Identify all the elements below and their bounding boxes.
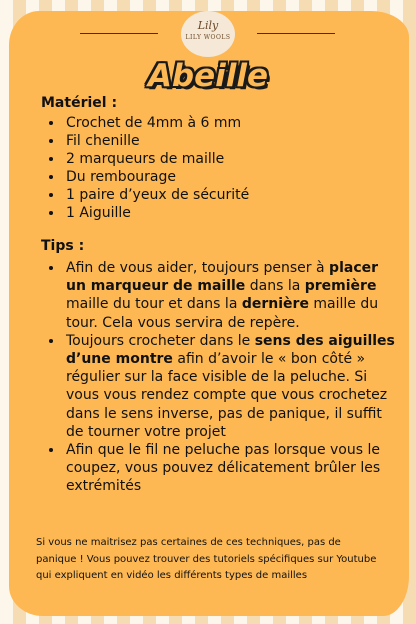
logo-wordmark: LILY WOOLS [185, 34, 231, 41]
tip-text: dans la [245, 278, 305, 295]
materials-list [48, 114, 249, 222]
materials-item: • 1 Aiguille [64, 204, 249, 222]
materials-item: • 2 marqueurs de maille [64, 150, 249, 168]
materials-item: • Crochet de 4mm à 6 mm [64, 114, 249, 132]
logo-script: Lily [197, 19, 219, 32]
tip-emphasis: placer un marqueur de maille [66, 260, 379, 295]
tip-item [64, 332, 396, 441]
materials-item: • Fil chenille [64, 132, 249, 150]
tip-text: Toujours crocheter dans le [66, 332, 255, 349]
page-title: Abeille [147, 58, 269, 94]
materials-item: • 1 paire d’yeux de sécurité [64, 186, 249, 204]
header-rule-left [80, 33, 158, 34]
lily-wools-logo [181, 11, 235, 57]
tip-item [64, 259, 396, 332]
footer-note: Si vous ne maitrisez pas certaines de ces techniques, pas de panique ! Vous pouvez trouver des tutoriels spécifiques sur Youtube qui expliquent en vidéo les différents types de mailles [36, 537, 377, 581]
header-rule-right [257, 33, 335, 34]
tips-heading: Tips : [41, 238, 85, 254]
tip-item: • Afin que le fil ne peluche pas lorsque vous le coupez, vous pouvez délicatement brûler les extrémités [64, 441, 396, 496]
materials-heading: Matériel : [41, 95, 118, 111]
tip-text: maille du tour et dans la [66, 296, 242, 313]
tip-text: Afin de vous aider, toujours penser à [66, 260, 330, 276]
tip-text: maille du tour. Cela vous servira de repère. [66, 296, 379, 331]
tip-text: afin d’avoir le « bon côté » régulier sur la face visible de la peluche. Si vous vous rendez compte que vous crochetez dans le sens inverse, pas de panique, il suffit de tourner votre projet [66, 351, 388, 440]
tip-emphasis: dernière [241, 296, 309, 313]
materials-item: • Du rembourage [64, 168, 249, 186]
tips-list [48, 259, 396, 496]
tip-emphasis: sens des aiguilles d’une montre [66, 332, 395, 368]
tip-emphasis: première [304, 278, 377, 295]
